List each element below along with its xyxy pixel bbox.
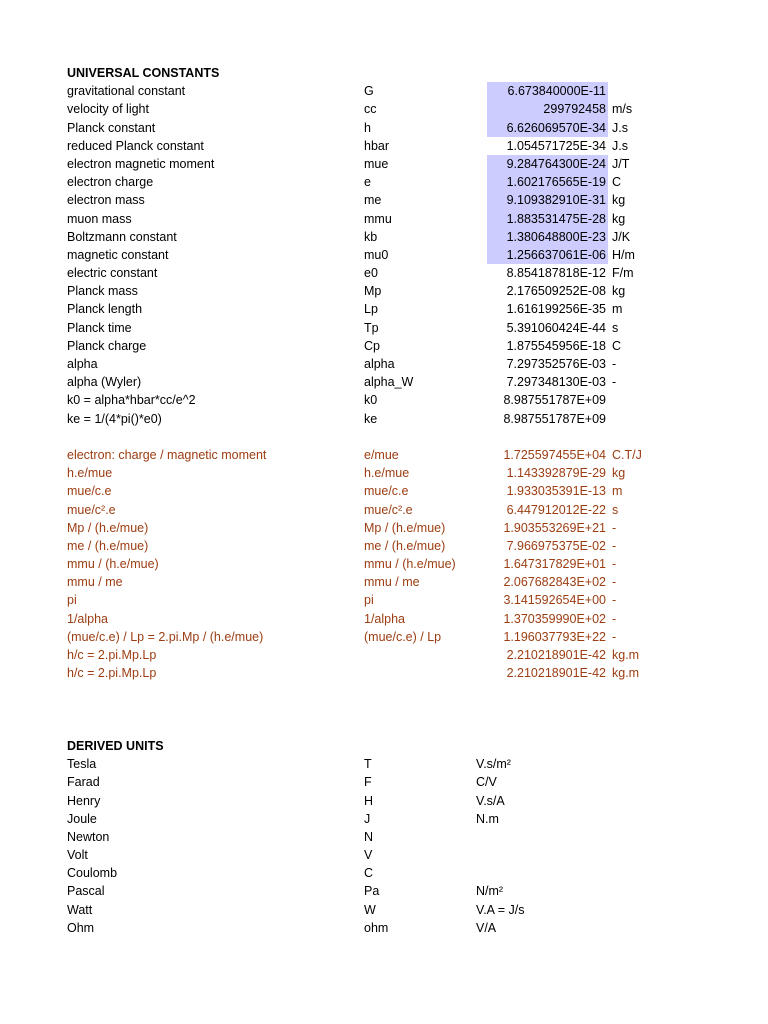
table-row	[0, 100, 768, 118]
unit-cell[interactable]: -	[612, 629, 617, 644]
unit-cell[interactable]: kg	[612, 466, 626, 481]
constant-name-cell[interactable]: k0 = alpha*hbar*cc/e^2	[67, 393, 196, 408]
symbol-cell[interactable]: ke	[364, 411, 378, 426]
symbol-cell[interactable]: Tp	[364, 320, 379, 335]
unit-cell[interactable]: m	[612, 484, 623, 499]
ratio-name-cell[interactable]: mue/c.e	[67, 484, 112, 499]
symbol-cell[interactable]: h.e/mue	[364, 466, 410, 481]
constant-name-cell[interactable]: reduced Planck constant	[67, 138, 204, 153]
unit-definition-cell[interactable]: C/V	[476, 775, 497, 790]
spacer-row	[0, 701, 768, 719]
symbol-cell[interactable]: G	[364, 84, 374, 99]
value-cell[interactable]: 1.647317829E+01	[503, 557, 606, 572]
constant-name-cell[interactable]: velocity of light	[67, 102, 149, 117]
spreadsheet	[0, 64, 768, 937]
unit-cell[interactable]: H/m	[612, 247, 635, 262]
constant-name-cell[interactable]: muon mass	[67, 211, 132, 226]
table-row	[0, 137, 768, 155]
unit-cell[interactable]: F/m	[612, 266, 634, 281]
symbol-cell[interactable]: Mp / (h.e/mue)	[364, 520, 446, 535]
table-row	[0, 628, 768, 646]
unit-cell[interactable]: kg.m	[612, 666, 640, 681]
constant-name-cell[interactable]: electron mass	[67, 193, 145, 208]
symbol-cell[interactable]: alpha	[364, 357, 395, 371]
table-row	[0, 846, 768, 864]
table-row	[0, 464, 768, 482]
constant-name-cell[interactable]: gravitational constant	[67, 84, 186, 99]
constant-name-cell[interactable]: electric constant	[67, 266, 158, 281]
unit-name-cell[interactable]: Newton	[67, 829, 110, 844]
unit-cell[interactable]: kg	[612, 193, 626, 208]
table-row	[0, 264, 768, 282]
value-cell[interactable]: 1.196037793E+22	[503, 629, 606, 644]
table-row	[0, 355, 768, 373]
value-cell[interactable]: 1.380648800E-23	[487, 228, 608, 246]
table-row	[0, 555, 768, 573]
table-row	[0, 828, 768, 846]
spacer-row	[0, 428, 768, 446]
ratio-name-cell[interactable]: h/c = 2.pi.Mp.Lp	[67, 648, 157, 662]
unit-definition-cell[interactable]: V.A = J/s	[476, 902, 525, 917]
unit-definition-cell[interactable]: N/m²	[476, 884, 504, 899]
unit-cell[interactable]: kg.m	[612, 648, 640, 662]
ratio-name-cell[interactable]: h/c = 2.pi.Mp.Lp	[67, 666, 157, 681]
value-cell[interactable]: 1.875545956E-18	[506, 338, 606, 353]
unit-cell[interactable]: s	[612, 502, 619, 517]
symbol-cell[interactable]: hbar	[364, 138, 390, 153]
value-cell[interactable]: 8.987551787E+09	[503, 411, 606, 426]
value-cell[interactable]: 6.626069570E-34	[487, 119, 608, 137]
symbol-cell[interactable]: e0	[364, 266, 378, 281]
ratio-name-cell[interactable]: electron: charge / magnetic moment	[67, 447, 267, 462]
unit-cell[interactable]: -	[612, 538, 617, 553]
unit-cell[interactable]: s	[612, 320, 619, 335]
ratio-name-cell[interactable]: pi	[67, 593, 77, 608]
table-row	[0, 864, 768, 882]
value-cell[interactable]: 6.673840000E-11	[487, 82, 608, 100]
table-row	[0, 773, 768, 791]
unit-cell[interactable]: J/T	[612, 156, 630, 171]
unit-cell[interactable]: -	[612, 557, 617, 572]
constant-name-cell[interactable]: electron charge	[67, 175, 154, 190]
unit-name-cell[interactable]: Farad	[67, 775, 100, 790]
symbol-cell[interactable]: e/mue	[364, 447, 399, 462]
value-cell[interactable]: 3.141592654E+00	[503, 593, 606, 608]
unit-name-cell[interactable]: Watt	[67, 902, 93, 917]
constant-name-cell[interactable]: Planck length	[67, 302, 143, 317]
symbol-cell[interactable]: F	[364, 775, 372, 790]
table-row	[0, 537, 768, 555]
symbol-cell[interactable]: Pa	[364, 884, 380, 899]
unit-cell[interactable]: -	[612, 593, 617, 608]
table-row	[0, 810, 768, 828]
constant-name-cell[interactable]: Planck time	[67, 320, 132, 335]
unit-name-cell[interactable]: Joule	[67, 811, 97, 826]
value-cell[interactable]: 2.067682843E+02	[503, 575, 606, 590]
table-row	[0, 82, 768, 100]
unit-definition-cell[interactable]: V.s/A	[476, 793, 505, 808]
symbol-cell[interactable]: T	[364, 757, 372, 772]
ratio-name-cell[interactable]: mmu / me	[67, 575, 123, 590]
section-heading[interactable]: UNIVERSAL CONSTANTS	[67, 66, 220, 80]
table-row	[0, 446, 768, 464]
symbol-cell[interactable]: me	[364, 193, 382, 208]
unit-cell[interactable]: J.s	[612, 138, 628, 153]
constant-name-cell[interactable]: magnetic constant	[67, 247, 169, 262]
symbol-cell[interactable]: mue/c².e	[364, 502, 413, 517]
value-cell[interactable]: 2.210218901E-42	[506, 648, 606, 662]
table-row	[0, 119, 768, 137]
value-cell[interactable]: 1.883531475E-28	[487, 210, 608, 228]
symbol-cell[interactable]: Lp	[364, 302, 378, 317]
ratio-name-cell[interactable]: h.e/mue	[67, 466, 113, 481]
section-heading[interactable]: DERIVED UNITS	[67, 738, 164, 753]
derived-units-header	[0, 737, 768, 755]
value-cell[interactable]: 7.297348130E-03	[506, 375, 606, 390]
symbol-cell[interactable]: H	[364, 793, 374, 808]
constant-name-cell[interactable]: Boltzmann constant	[67, 229, 177, 244]
unit-cell[interactable]: J.s	[612, 120, 628, 135]
value-cell[interactable]: 1.143392879E-29	[506, 466, 606, 481]
unit-cell[interactable]: kg	[612, 211, 626, 226]
unit-name-cell[interactable]: Tesla	[67, 757, 97, 772]
ratio-name-cell[interactable]: mmu / (h.e/mue)	[67, 557, 159, 572]
value-cell[interactable]: 1.054571725E-34	[506, 138, 606, 153]
symbol-cell[interactable]: W	[364, 902, 376, 917]
value-cell[interactable]: 1.256637061E-06	[487, 246, 608, 264]
unit-cell[interactable]: -	[612, 357, 617, 371]
symbol-cell[interactable]: mmu / (h.e/mue)	[364, 557, 456, 572]
unit-cell[interactable]: kg	[612, 284, 626, 299]
table-row	[0, 755, 768, 773]
unit-definition-cell[interactable]: N.m	[476, 811, 499, 826]
symbol-cell[interactable]: (mue/c.e) / Lp	[364, 629, 442, 644]
constant-name-cell[interactable]: Planck charge	[67, 338, 147, 353]
table-row	[0, 610, 768, 628]
table-row	[0, 191, 768, 209]
symbol-cell[interactable]: ohm	[364, 920, 389, 935]
symbol-cell[interactable]: k0	[364, 393, 378, 408]
unit-name-cell[interactable]: Pascal	[67, 884, 105, 899]
universal-constants-header	[0, 64, 768, 82]
unit-name-cell[interactable]: Ohm	[67, 920, 95, 935]
table-row	[0, 591, 768, 609]
unit-cell[interactable]: -	[612, 520, 617, 535]
value-cell[interactable]: 2.176509252E-08	[506, 284, 606, 299]
symbol-cell[interactable]: Cp	[364, 338, 380, 353]
table-row	[0, 246, 768, 264]
table-row	[0, 337, 768, 355]
table-row	[0, 573, 768, 591]
table-row	[0, 391, 768, 409]
ratio-name-cell[interactable]: me / (h.e/mue)	[67, 538, 149, 553]
table-row	[0, 410, 768, 428]
table-row	[0, 664, 768, 682]
derived-units-table	[0, 755, 768, 937]
symbol-cell[interactable]: mue/c.e	[364, 484, 409, 499]
symbol-cell[interactable]: h	[364, 120, 371, 135]
value-cell[interactable]: 7.297352576E-03	[506, 357, 606, 371]
spacer-row	[0, 719, 768, 737]
table-row	[0, 228, 768, 246]
value-cell[interactable]: 7.966975375E-02	[506, 538, 606, 553]
unit-cell[interactable]: C.T/J	[612, 447, 642, 462]
symbol-cell[interactable]: 1/alpha	[364, 611, 406, 626]
constant-name-cell[interactable]: Planck constant	[67, 120, 156, 135]
constant-name-cell[interactable]: alpha	[67, 357, 98, 371]
table-row	[0, 282, 768, 300]
constant-name-cell[interactable]: Planck mass	[67, 284, 138, 299]
unit-definition-cell[interactable]: V.s/m²	[476, 757, 511, 772]
symbol-cell[interactable]: mue	[364, 156, 389, 171]
unit-cell[interactable]: m	[612, 302, 623, 317]
unit-cell[interactable]: C	[612, 175, 622, 190]
unit-name-cell[interactable]: Volt	[67, 848, 88, 863]
ratio-name-cell[interactable]: 1/alpha	[67, 611, 109, 626]
table-row	[0, 519, 768, 537]
constant-name-cell[interactable]: ke = 1/(4*pi()*e0)	[67, 411, 162, 426]
spacer-row	[0, 682, 768, 700]
table-row	[0, 882, 768, 900]
value-cell[interactable]: 299792458	[487, 100, 608, 118]
symbol-cell[interactable]: V	[364, 848, 373, 863]
symbol-cell[interactable]: mmu / me	[364, 575, 420, 590]
constant-name-cell[interactable]: electron magnetic moment	[67, 156, 215, 171]
value-cell[interactable]: 1.933035391E-13	[506, 484, 606, 499]
value-cell[interactable]: 1.903553269E+21	[503, 520, 606, 535]
ratio-name-cell[interactable]: (mue/c.e) / Lp = 2.pi.Mp / (h.e/mue)	[67, 629, 264, 644]
value-cell[interactable]: 8.987551787E+09	[503, 393, 606, 408]
unit-definition-cell[interactable]: V/A	[476, 920, 497, 935]
value-cell[interactable]: 1.370359990E+02	[503, 611, 606, 626]
ratio-name-cell[interactable]: mue/c².e	[67, 502, 116, 517]
table-row	[0, 919, 768, 937]
symbol-cell[interactable]: me / (h.e/mue)	[364, 538, 446, 553]
table-row	[0, 373, 768, 391]
table-row	[0, 482, 768, 500]
unit-name-cell[interactable]: Coulomb	[67, 866, 118, 881]
unit-cell[interactable]: C	[612, 338, 622, 353]
unit-cell[interactable]: -	[612, 611, 617, 626]
symbol-cell[interactable]: mu0	[364, 247, 389, 262]
unit-name-cell[interactable]: Henry	[67, 793, 101, 808]
value-cell[interactable]: 2.210218901E-42	[506, 666, 606, 681]
unit-cell[interactable]: -	[612, 375, 617, 390]
symbol-cell[interactable]: J	[364, 811, 371, 826]
table-row	[0, 792, 768, 810]
value-cell[interactable]: 1.602176565E-19	[487, 173, 608, 191]
value-cell[interactable]: 8.854187818E-12	[506, 266, 606, 281]
ratio-name-cell[interactable]: Mp / (h.e/mue)	[67, 520, 149, 535]
table-row	[0, 173, 768, 191]
table-row	[0, 501, 768, 519]
table-row	[0, 901, 768, 919]
symbol-cell[interactable]: Mp	[364, 284, 382, 299]
symbol-cell[interactable]: C	[364, 866, 374, 881]
symbol-cell[interactable]: N	[364, 829, 374, 844]
ratios-table	[0, 446, 768, 682]
universal-constants-table	[0, 82, 768, 428]
table-row	[0, 210, 768, 228]
unit-cell[interactable]: -	[612, 575, 617, 590]
symbol-cell[interactable]: pi	[364, 593, 374, 608]
table-row	[0, 300, 768, 318]
value-cell[interactable]: 9.284764300E-24	[487, 155, 608, 173]
value-cell[interactable]: 5.391060424E-44	[506, 320, 606, 335]
symbol-cell[interactable]: kb	[364, 229, 378, 244]
unit-cell[interactable]: J/K	[612, 229, 631, 244]
value-cell[interactable]: 1.616199256E-35	[506, 302, 606, 317]
table-row	[0, 319, 768, 337]
table-row	[0, 155, 768, 173]
symbol-cell[interactable]: cc	[364, 102, 377, 117]
table-row	[0, 646, 768, 664]
value-cell[interactable]: 1.725597455E+04	[503, 447, 606, 462]
symbol-cell[interactable]: alpha_W	[364, 375, 414, 390]
value-cell[interactable]: 9.109382910E-31	[487, 191, 608, 209]
symbol-cell[interactable]: mmu	[364, 211, 392, 226]
constant-name-cell[interactable]: alpha (Wyler)	[67, 375, 142, 390]
symbol-cell[interactable]: e	[364, 175, 371, 190]
unit-cell[interactable]: m/s	[612, 102, 633, 117]
value-cell[interactable]: 6.447912012E-22	[506, 502, 606, 517]
